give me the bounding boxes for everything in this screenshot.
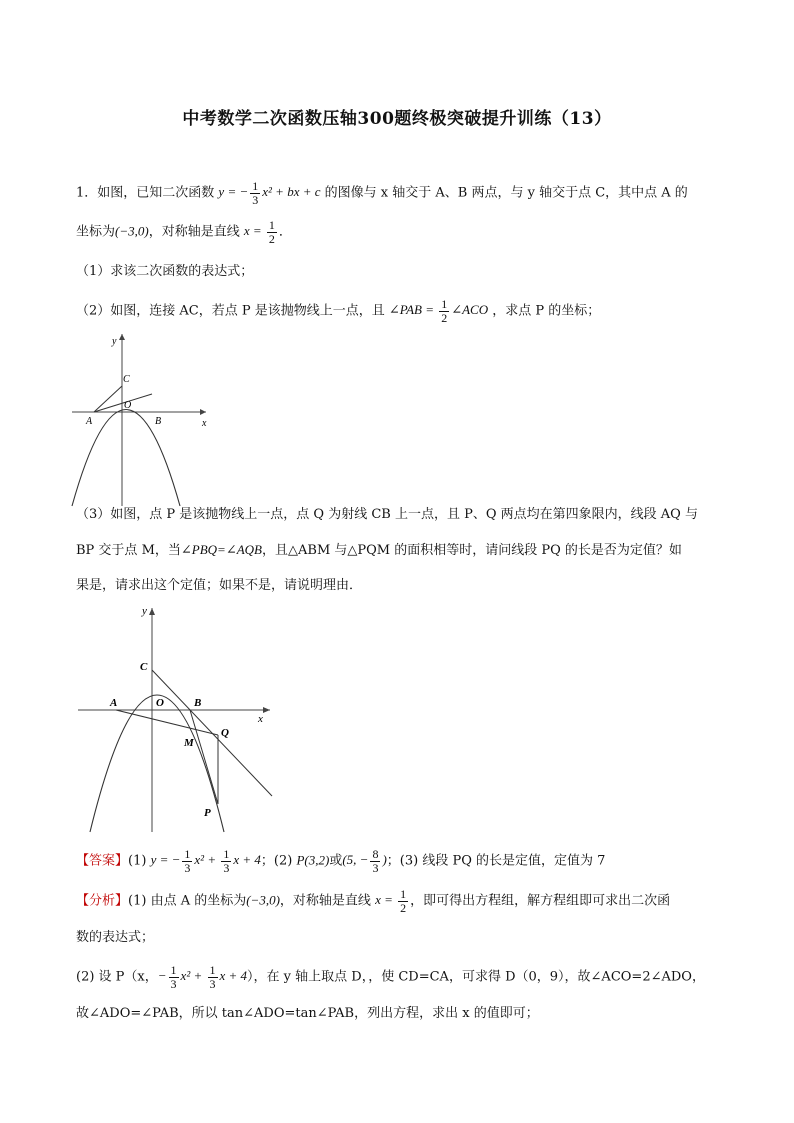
label-y: y bbox=[142, 605, 147, 617]
segment-aq bbox=[116, 710, 218, 735]
label-o: O bbox=[156, 697, 164, 709]
part-2 bbox=[76, 298, 600, 325]
answer-text: (1) bbox=[128, 853, 147, 869]
label-c: C bbox=[140, 661, 148, 673]
part-1: （1）求该二次函数的表达式； bbox=[76, 264, 254, 279]
analysis-formula: − $\frac{1}{3}$ x² + $\frac{1}{3}$ x + 4 bbox=[157, 963, 248, 991]
analysis-line-3 bbox=[76, 964, 705, 991]
analysis-text: (2) 设 P（x， bbox=[76, 969, 158, 985]
answer-1-formula: y = − $\frac{1}{3}$ x² + $\frac{1}{3}$ x + 4 bbox=[150, 847, 261, 875]
label-b: B bbox=[155, 416, 162, 427]
question-1-line-2 bbox=[76, 219, 292, 246]
answer-text: ；(3) 线段 PQ 的长是定值，定值为 7 bbox=[386, 853, 606, 869]
x-axis-arrow bbox=[200, 409, 206, 415]
answer-text: ；(2) bbox=[260, 853, 293, 869]
question-text: 的图像与 x 轴交于 A、B 两点，与 y 轴交于点 C，其中点 A 的 bbox=[324, 185, 688, 201]
analysis-axis: x = $\frac{1}{2}$ bbox=[375, 887, 407, 915]
analysis-text: (1) 由点 A 的坐标为 bbox=[128, 893, 247, 909]
page-title: 中考数学二次函数压轴300题终极突破提升训练（13） bbox=[182, 109, 612, 129]
label-y: y bbox=[112, 336, 117, 347]
figure-1 bbox=[66, 328, 212, 510]
label-x: x bbox=[202, 418, 207, 429]
label-p: P bbox=[204, 807, 211, 819]
question-text: 坐标为 bbox=[76, 224, 116, 240]
ray-cb bbox=[152, 670, 272, 796]
analysis-point: (−3,0) bbox=[246, 892, 280, 908]
label-o: O bbox=[124, 400, 132, 411]
question-text: BP 交于点 M，当 bbox=[76, 543, 181, 558]
figure-2 bbox=[72, 600, 278, 836]
point-a-coordinate: (−3,0) bbox=[115, 223, 149, 239]
question-1-line-1 bbox=[76, 180, 688, 207]
question-text: ． bbox=[278, 224, 292, 240]
question-text: （2）如图，连接 AC，若点 P 是该抛物线上一点，且 bbox=[76, 303, 385, 319]
part-3-line-3: 果是，请求出这个定值；如果不是，请说明理由． bbox=[76, 578, 363, 593]
label-x: x bbox=[258, 713, 263, 725]
answer-tag: 【答案】 bbox=[76, 853, 129, 869]
answer-2-point-b: (5, − $\frac{8}{3}$ ) bbox=[342, 847, 387, 875]
angle-condition: ∠PAB = $\frac{1}{2}$ ∠ACO bbox=[388, 297, 489, 325]
question-text: ，对称轴是直线 bbox=[148, 224, 240, 240]
x-axis-arrow bbox=[263, 707, 270, 713]
function-formula: y = − $\frac{1}{3}$ x² + bx + c bbox=[218, 179, 321, 207]
y-axis-arrow bbox=[149, 608, 155, 615]
angle-condition-2: ∠PBQ=∠AQB bbox=[180, 542, 262, 557]
question-text: ，求点 P 的坐标； bbox=[492, 303, 601, 319]
analysis-text: ，即可得出方程组，解方程组即可求出二次函 bbox=[410, 893, 671, 909]
question-text: ，且△ABM 与△PQM 的面积相等时，请问线段 PQ 的长是否为定值？如 bbox=[262, 543, 682, 558]
answer-line bbox=[76, 848, 605, 875]
y-axis-arrow bbox=[119, 334, 125, 340]
analysis-tag: 【分析】 bbox=[76, 893, 129, 909]
label-c: C bbox=[123, 374, 130, 385]
analysis-line-1 bbox=[76, 888, 670, 915]
part-3-line-2 bbox=[76, 540, 682, 561]
analysis-text: ），在 y 轴上取点 D，，使 CD=CA，可求得 D（0，9），故∠ACO=2∠ADO， bbox=[247, 969, 705, 985]
label-a: A bbox=[110, 697, 118, 709]
question-text: 1．如图，已知二次函数 bbox=[76, 185, 215, 201]
label-b: B bbox=[194, 697, 202, 709]
label-m: M bbox=[184, 737, 194, 749]
answer-text: 或 bbox=[329, 853, 343, 869]
symmetry-axis: x = $\frac{1}{2}$ bbox=[243, 218, 275, 246]
answer-2-point-a: P(3,2) bbox=[296, 852, 330, 868]
part-3-line-1: （3）如图，点 P 是该抛物线上一点，点 Q 为射线 CB 上一点，且 P、Q 两点均在第四象限内，线段 AQ 与 bbox=[76, 507, 698, 522]
label-q: Q bbox=[221, 727, 229, 739]
label-a: A bbox=[86, 416, 93, 427]
analysis-line-4: 故∠ADO=∠PAB，所以 tan∠ADO=tan∠PAB，列出方程，求出 x 的值即可； bbox=[76, 1006, 539, 1021]
analysis-text: ，对称轴是直线 bbox=[279, 893, 371, 909]
analysis-line-2: 数的表达式； bbox=[76, 930, 155, 945]
